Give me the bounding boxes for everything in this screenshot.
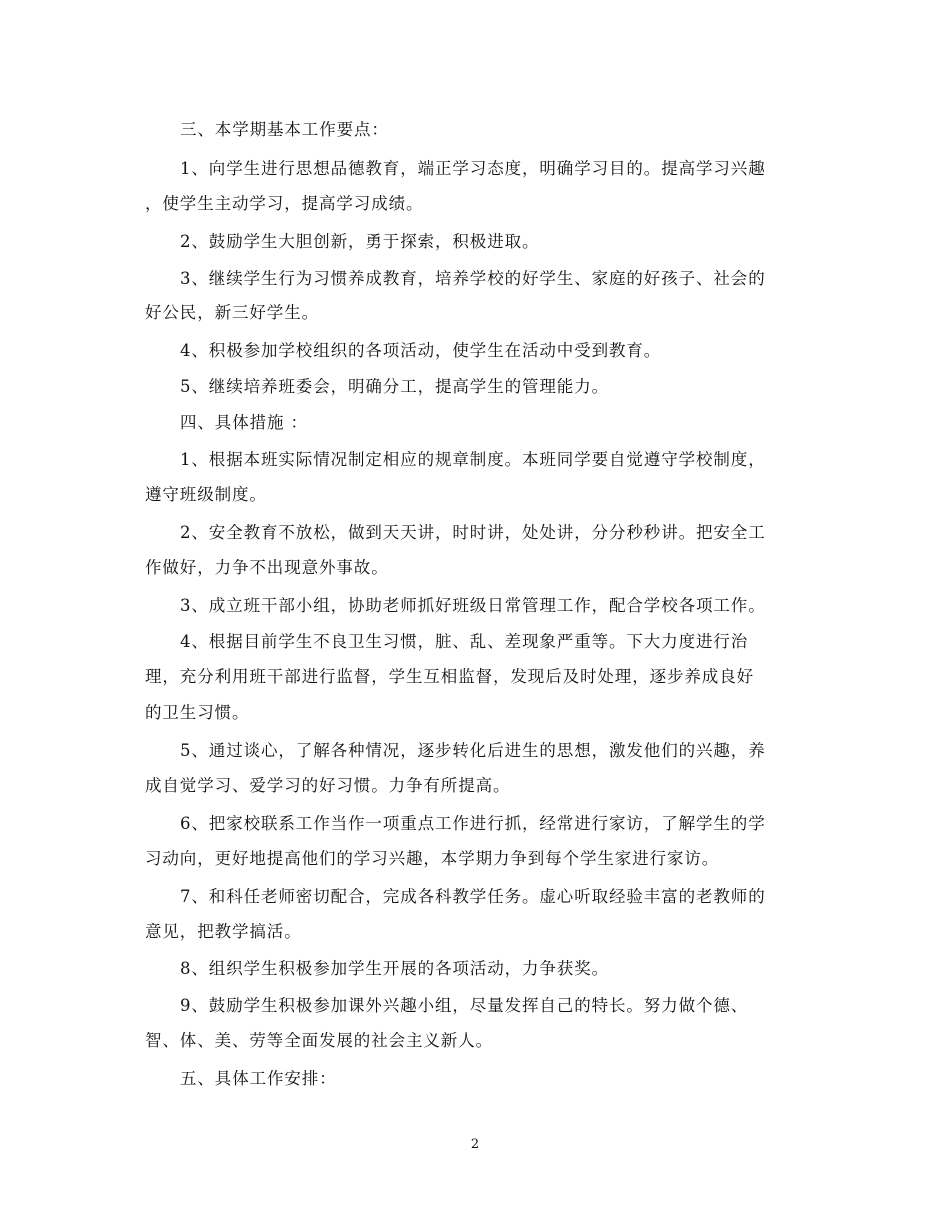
section-heading: 三、本学期基本工作要点： xyxy=(180,120,389,139)
paragraph-line: 1、根据本班实际情况制定相应的规章制度。本班同学要自觉遵守学校制度， xyxy=(180,450,766,469)
paragraph-line: 成自觉学习、爱学习的好习惯。力争有所提高。 xyxy=(145,776,511,795)
paragraph-line: 3、继续学生行为习惯养成教育，培养学校的好学生、家庭的好孩子、社会的 xyxy=(180,269,766,288)
paragraph-line: 的卫生习惯。 xyxy=(145,703,250,722)
paragraph-line: 9、鼓励学生积极参加课外兴趣小组，尽量发挥自己的特长。努力做个德、 xyxy=(180,996,749,1015)
page-number: 2 xyxy=(470,1137,480,1152)
paragraph-line: 8、组织学生积极参加学生开展的各项活动，力争获奖。 xyxy=(180,959,609,978)
paragraph-line: 6、把家校联系工作当作一项重点工作进行抓，经常进行家访，了解学生的学 xyxy=(180,814,766,833)
paragraph-line: 3、成立班干部小组，协助老师抓好班级日常管理工作，配合学校各项工作。 xyxy=(180,596,766,615)
paragraph-line: 1、向学生进行思想品德教育，端正学习态度，明确学习目的。提高学习兴趣 xyxy=(180,159,766,178)
paragraph-line: 习动向，更好地提高他们的学习兴趣，本学期力争到每个学生家进行家访。 xyxy=(145,849,720,868)
paragraph-line: 作做好，力争不出现意外事故。 xyxy=(145,558,389,577)
paragraph-line: 好公民，新三好学生。 xyxy=(145,303,319,322)
paragraph-line: 2、安全教育不放松，做到天天讲，时时讲，处处讲，分分秒秒讲。把安全工 xyxy=(180,523,766,542)
paragraph-line: ，使学生主动学习，提高学习成绩。 xyxy=(145,194,424,213)
paragraph-line: 4、根据目前学生不良卫生习惯，脏、乱、差现象严重等。下大力度进行治 xyxy=(180,632,749,651)
paragraph-line: 意见，把教学搞活。 xyxy=(145,922,302,941)
paragraph-line: 智、体、美、劳等全面发展的社会主义新人。 xyxy=(145,1031,493,1050)
paragraph-line: 5、通过谈心，了解各种情况，逐步转化后进生的思想，激发他们的兴趣，养 xyxy=(180,741,766,760)
paragraph-line: 4、积极参加学校组织的各项活动，使学生在活动中受到教育。 xyxy=(180,341,662,360)
section-heading: 五、具体工作安排： xyxy=(180,1069,337,1088)
paragraph-line: 遵守班级制度。 xyxy=(145,485,267,504)
paragraph-line: 理，充分利用班干部进行监督，学生互相监督，发现后及时处理，逐步养成良好 xyxy=(145,667,754,686)
paragraph-line: 7、和科任老师密切配合，完成各科教学任务。虚心听取经验丰富的老教师的 xyxy=(180,887,766,906)
section-heading: 四、具体措施 ： xyxy=(180,413,308,432)
paragraph-line: 5、继续培养班委会，明确分工，提高学生的管理能力。 xyxy=(180,377,609,396)
paragraph-line: 2、鼓励学生大胆创新，勇于探索，积极进取。 xyxy=(180,232,540,251)
